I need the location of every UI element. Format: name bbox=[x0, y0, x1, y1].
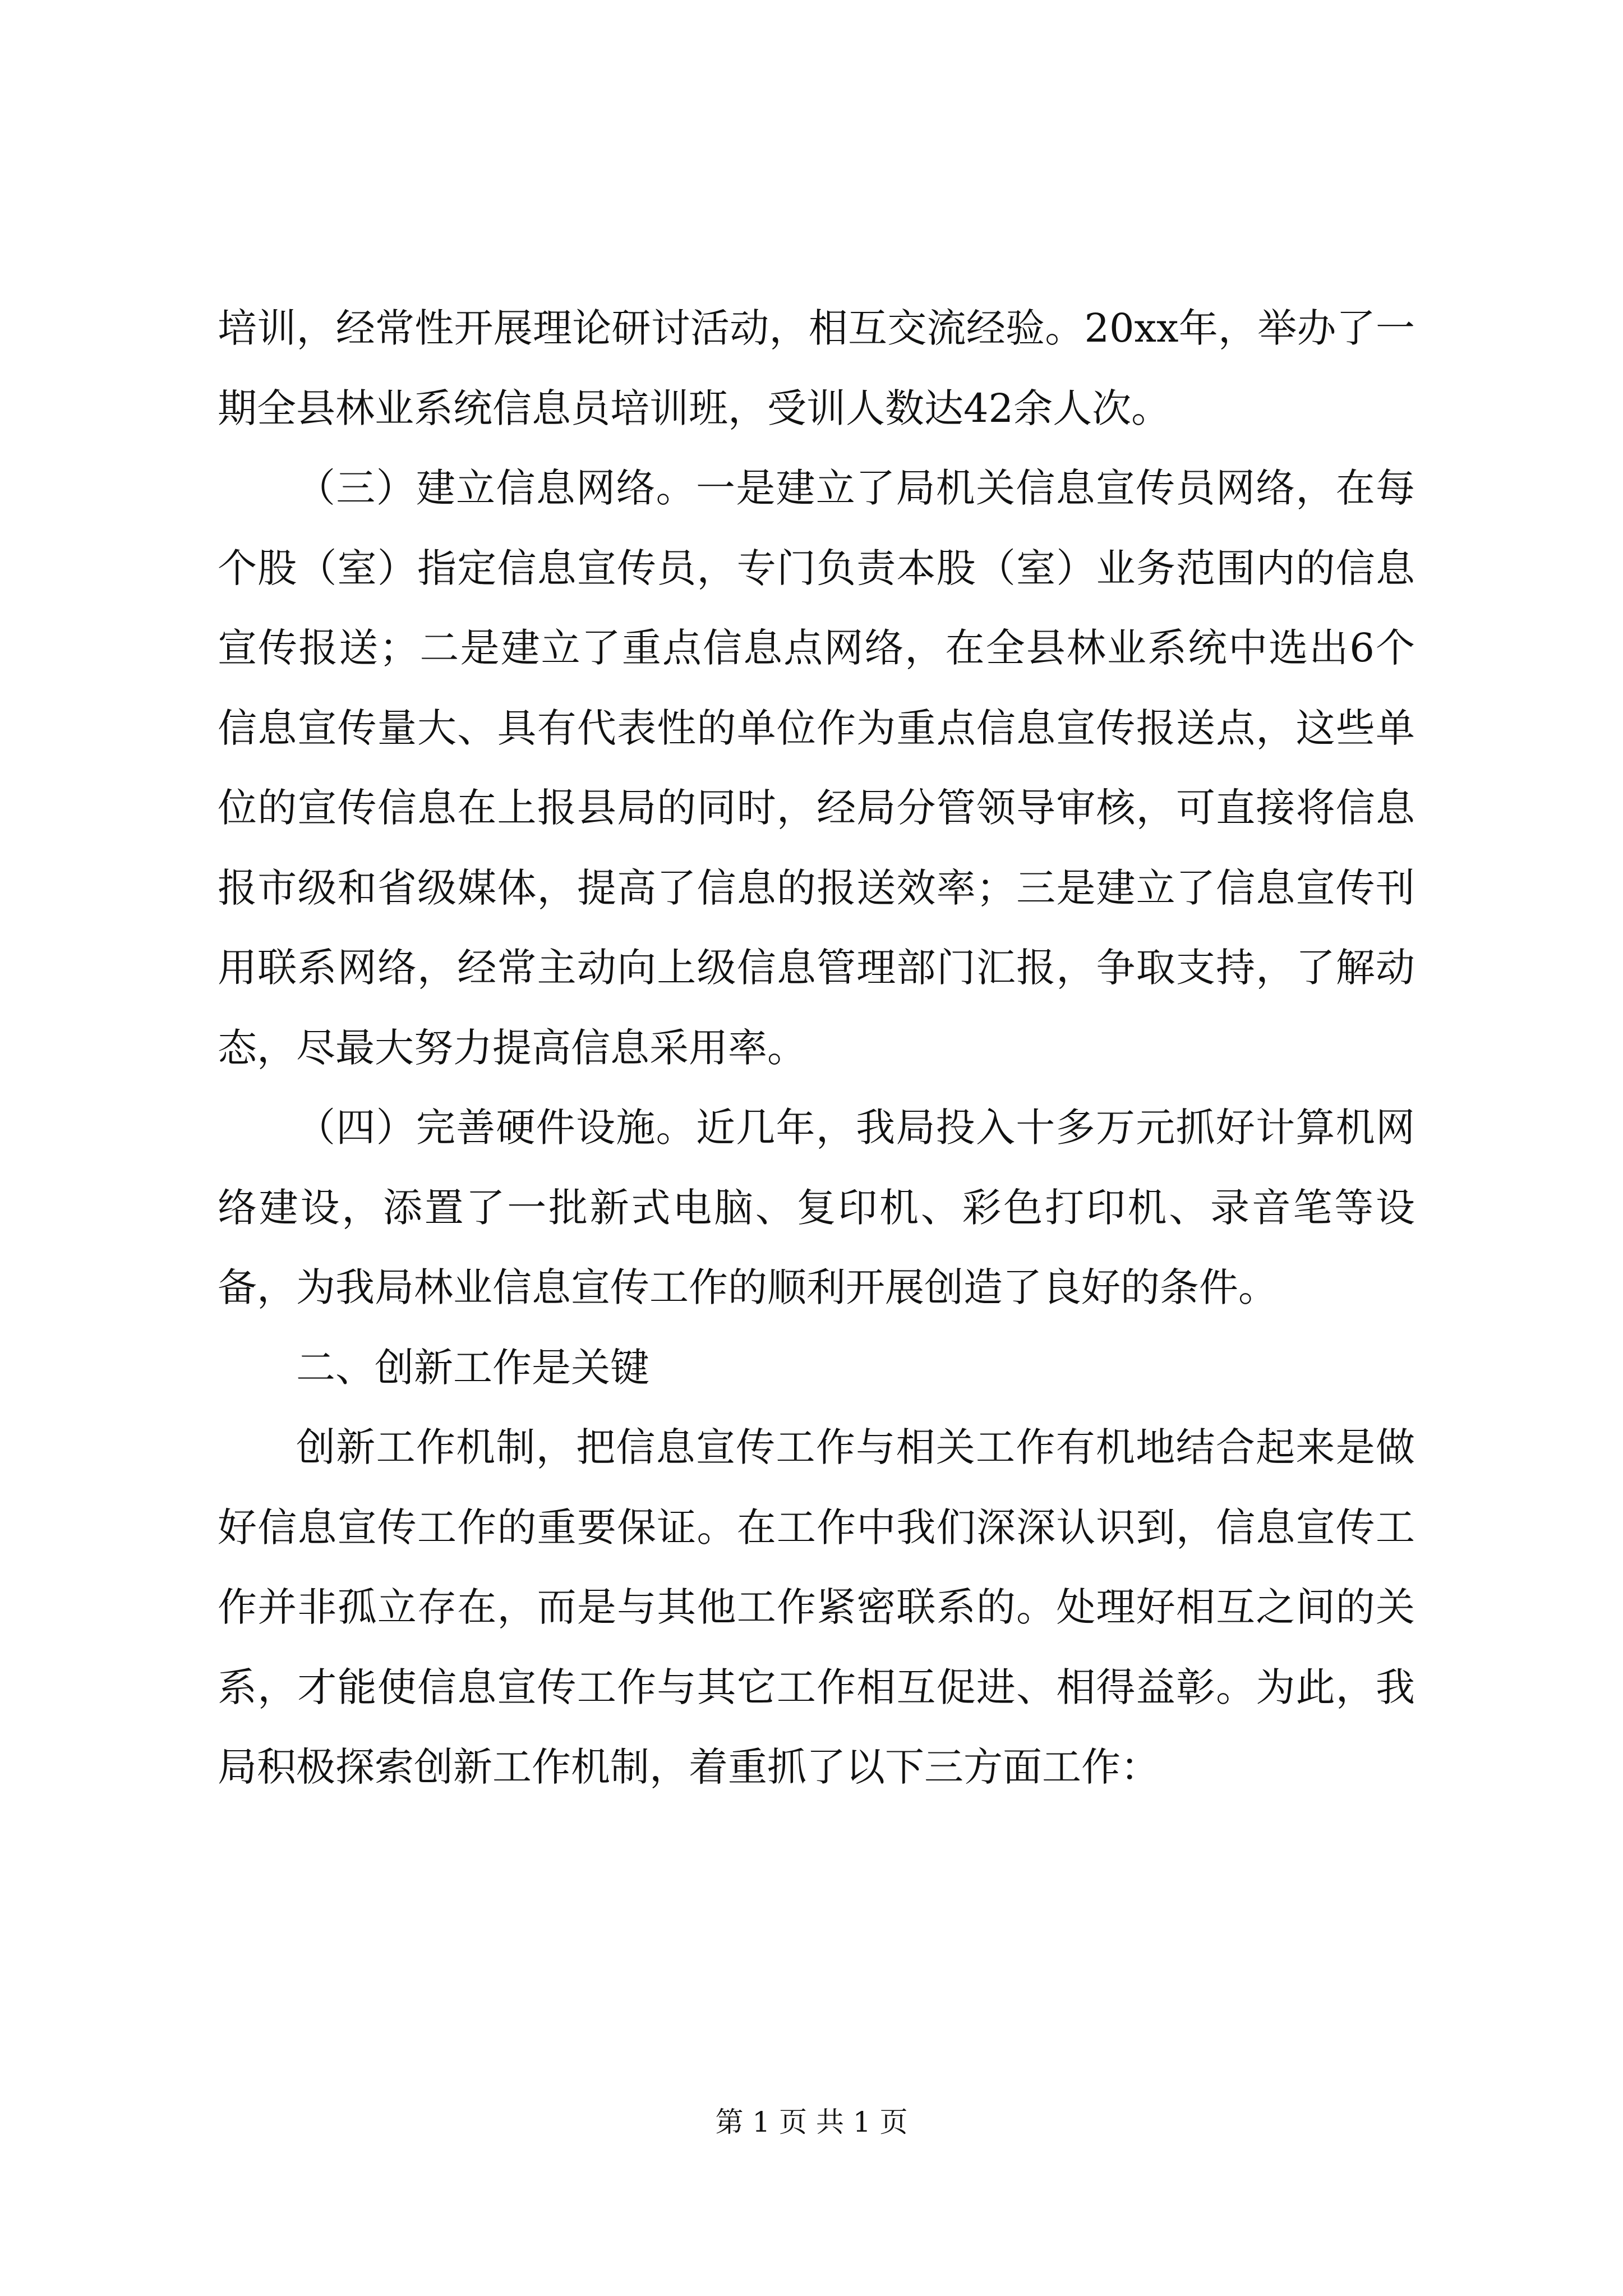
document-body bbox=[218, 288, 1415, 1807]
paragraph-innovation-mechanism: 创新工作机制，把信息宣传工作与相关工作有机地结合起来是做好信息宣传工作的重要保证。在工作中我们深深认识到，信息宣传工作并非孤立存在，而是与其他工作紧密联系的。处理好相互之间的关系，才能使信息宣传工作与其它工作相互促进、相得益彰。为此，我局积极探索创新工作机制，着重抓了以下三方面工作： bbox=[218, 1424, 1415, 1790]
paragraph-information-network: （三）建立信息网络。一是建立了局机关信息宣传员网络，在每个股（室）指定信息宣传员，专门负责本股（室）业务范围内的信息宣传报送；二是建立了重点信息点网络，在全县林业系统中选出6个信息宣传量大、具有代表性的单位作为重点信息宣传报送点，这些单位的宣传信息在上报县局的同时，经局分管领导审核，可直接将信息报市级和省级媒体，提高了信息的报送效率；三是建立了信息宣传刊用联系网络，经常主动向上级信息管理部门汇报，争取支持，了解动态，尽最大努力提高信息采用率。 bbox=[218, 465, 1415, 1071]
section-heading-innovation: 二、创新工作是关键 bbox=[296, 1344, 649, 1391]
page-footer: 第 1 页 共 1 页 bbox=[715, 2106, 908, 2138]
paragraph-hardware-facilities: （四）完善硬件设施。近几年，我局投入十多万元抓好计算机网络建设，添置了一批新式电脑、复印机、彩色打印机、录音笔等设备，为我局林业信息宣传工作的顺利开展创造了良好的条件。 bbox=[218, 1105, 1415, 1310]
paragraph-training-continued: 培训，经常性开展理论研讨活动，相互交流经验。20xx年，举办了一期全县林业系统信息员培训班，受训人数达42余人次。 bbox=[218, 305, 1415, 431]
